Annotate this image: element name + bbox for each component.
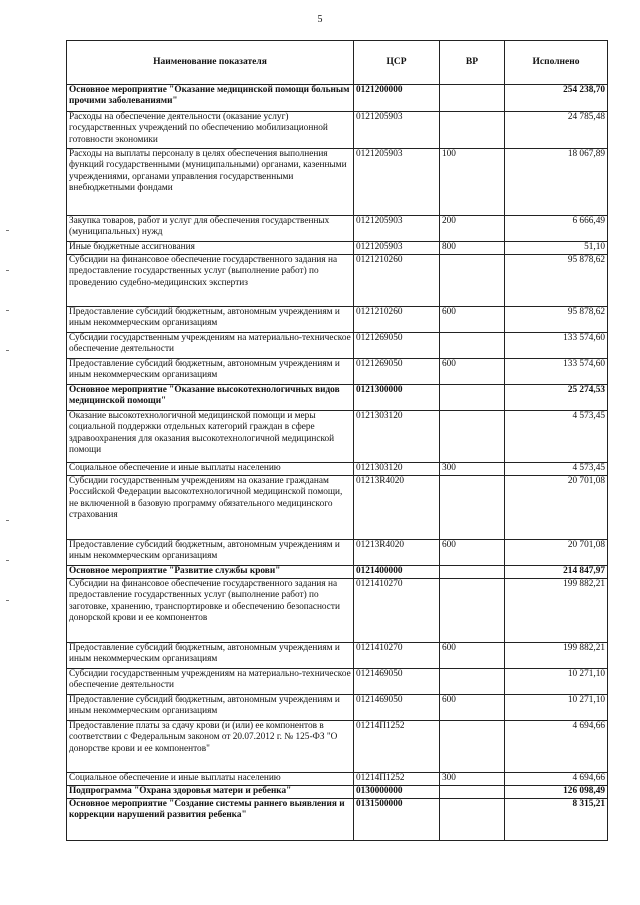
cell-vr (440, 255, 505, 307)
budget-execution-table (66, 40, 608, 841)
table-row (67, 799, 608, 841)
cell-name: Подпрограмма "Охрана здоровья матери и ребенка" (67, 786, 354, 799)
cell-csr: 01213R4020 (354, 476, 440, 540)
column-header-name: Наименование показателя (67, 41, 354, 85)
cell-name: Предоставление платы за сдачу крови (и (или) ее компонентов в соответствии с Федеральным законом от 20.07.2012 г. № 125-ФЗ "О донорстве крови и ее компонентов" (67, 721, 354, 773)
column-header-vr: ВР (440, 41, 505, 85)
table-row (67, 786, 608, 799)
cell-csr: 0121210260 (354, 255, 440, 307)
cell-vr (440, 411, 505, 463)
cell-vr (440, 333, 505, 359)
cell-name: Иные бюджетные ассигнования (67, 242, 354, 255)
table-row (67, 385, 608, 411)
cell-vr: 200 (440, 216, 505, 242)
page-number: 5 (317, 14, 323, 25)
cell-csr: 01214П1252 (354, 721, 440, 773)
cell-amount: 126 098,49 (505, 786, 608, 799)
table-row (67, 476, 608, 540)
table-row (67, 333, 608, 359)
cell-name: Основное мероприятие "Оказание высокотехнологичных видов медицинской помощи" (67, 385, 354, 411)
cell-amount: 133 574,60 (505, 359, 608, 385)
table-row (67, 85, 608, 112)
cell-name: Предоставление субсидий бюджетным, автономным учреждениям и иным некоммерческим организациям (67, 307, 354, 333)
column-header-amount: Исполнено (505, 41, 608, 85)
cell-amount: 214 847,97 (505, 566, 608, 579)
cell-vr: 300 (440, 463, 505, 476)
cell-amount: 8 315,21 (505, 799, 608, 841)
cell-csr: 0121410270 (354, 579, 440, 643)
cell-csr: 0121200000 (354, 85, 440, 112)
cell-vr (440, 721, 505, 773)
cell-amount: 4 694,66 (505, 773, 608, 786)
column-header-csr: ЦСР (354, 41, 440, 85)
cell-amount: 199 882,21 (505, 643, 608, 669)
cell-vr (440, 476, 505, 540)
cell-csr: 0121400000 (354, 566, 440, 579)
cell-amount: 51,10 (505, 242, 608, 255)
cell-csr: 0121210260 (354, 307, 440, 333)
cell-csr: 0121269050 (354, 333, 440, 359)
cell-csr: 0121205903 (354, 149, 440, 216)
table-row (67, 112, 608, 149)
table-row (67, 307, 608, 333)
binding-mark (6, 310, 9, 311)
cell-amount: 20 701,08 (505, 476, 608, 540)
cell-name: Основное мероприятие "Развитие службы крови" (67, 566, 354, 579)
cell-csr: 0121303120 (354, 411, 440, 463)
table-row (67, 411, 608, 463)
table-row (67, 579, 608, 643)
cell-amount: 95 878,62 (505, 255, 608, 307)
cell-name: Основное мероприятие "Создание системы раннего выявления и коррекции нарушений развития ребенка" (67, 799, 354, 841)
cell-csr: 0131500000 (354, 799, 440, 841)
cell-csr: 01213R4020 (354, 540, 440, 566)
table-row (67, 566, 608, 579)
cell-csr: 0121205903 (354, 216, 440, 242)
cell-csr: 0121303120 (354, 463, 440, 476)
cell-name: Субсидии государственным учреждениям на материально-техническое обеспечение деятельности (67, 669, 354, 695)
cell-vr (440, 669, 505, 695)
binding-mark (6, 350, 9, 351)
cell-name: Расходы на обеспечение деятельности (оказание услуг) государственных учреждений по обеспечению мобилизационной готовности экономики (67, 112, 354, 149)
cell-csr: 0130000000 (354, 786, 440, 799)
cell-name: Субсидии государственным учреждениям на материально-техническое обеспечение деятельности (67, 333, 354, 359)
cell-vr (440, 799, 505, 841)
cell-vr: 100 (440, 149, 505, 216)
cell-csr: 0121469050 (354, 695, 440, 721)
table-row (67, 540, 608, 566)
table-row (67, 149, 608, 216)
table-row (67, 216, 608, 242)
cell-vr (440, 579, 505, 643)
cell-amount: 10 271,10 (505, 695, 608, 721)
cell-csr: 01214П1252 (354, 773, 440, 786)
cell-vr: 600 (440, 307, 505, 333)
cell-vr: 600 (440, 359, 505, 385)
cell-name: Предоставление субсидий бюджетным, автономным учреждениям и иным некоммерческим организациям (67, 695, 354, 721)
cell-name: Социальное обеспечение и иные выплаты населению (67, 463, 354, 476)
cell-amount: 95 878,62 (505, 307, 608, 333)
cell-amount: 18 067,89 (505, 149, 608, 216)
cell-amount: 24 785,48 (505, 112, 608, 149)
cell-vr (440, 786, 505, 799)
cell-name: Оказание высокотехнологичной медицинской помощи и меры социальной поддержки отдельных категорий граждан в сфере здравоохранения для оказания высокотехнологичной медицинской помощи (67, 411, 354, 463)
cell-amount: 10 271,10 (505, 669, 608, 695)
cell-amount: 4 694,66 (505, 721, 608, 773)
cell-csr: 0121469050 (354, 669, 440, 695)
cell-name: Предоставление субсидий бюджетным, автономным учреждениям и иным некоммерческим организациям (67, 540, 354, 566)
cell-vr (440, 385, 505, 411)
table-row (67, 695, 608, 721)
table-row (67, 242, 608, 255)
table-row (67, 255, 608, 307)
cell-vr: 600 (440, 643, 505, 669)
table-row (67, 773, 608, 786)
cell-amount: 4 573,45 (505, 463, 608, 476)
binding-mark (6, 600, 9, 601)
table-row (67, 463, 608, 476)
cell-name: Субсидии государственным учреждениям на оказание гражданам Российской Федерации высокотехнологичной медицинской помощи, не включенной в базовую программу обязательного медицинского страхования (67, 476, 354, 540)
cell-csr: 0121269050 (354, 359, 440, 385)
cell-amount: 20 701,08 (505, 540, 608, 566)
binding-mark (6, 560, 9, 561)
table-row (67, 721, 608, 773)
cell-amount: 254 238,70 (505, 85, 608, 112)
cell-vr: 800 (440, 242, 505, 255)
table-row (67, 359, 608, 385)
cell-csr: 0121410270 (354, 643, 440, 669)
cell-name: Субсидии на финансовое обеспечение государственного задания на предоставление государственных услуг (выполнение работ) по проведению судебно-медицинских экспертиз (67, 255, 354, 307)
table-header-row (67, 41, 608, 85)
cell-vr (440, 566, 505, 579)
cell-name: Предоставление субсидий бюджетным, автономным учреждениям и иным некоммерческим организациям (67, 359, 354, 385)
table-body (67, 85, 608, 841)
cell-csr: 0121205903 (354, 242, 440, 255)
binding-mark (6, 230, 9, 231)
table-row (67, 643, 608, 669)
binding-mark (6, 520, 9, 521)
cell-csr: 0121205903 (354, 112, 440, 149)
cell-vr: 600 (440, 540, 505, 566)
cell-vr (440, 112, 505, 149)
cell-name: Расходы на выплаты персоналу в целях обеспечения выполнения функций государственными (муниципальными) органами, казенными учреждениями, органами управления государственными внебюджетными фондами (67, 149, 354, 216)
cell-amount: 25 274,53 (505, 385, 608, 411)
cell-amount: 199 882,21 (505, 579, 608, 643)
cell-name: Основное мероприятие "Оказание медицинской помощи больным прочими заболеваниями" (67, 85, 354, 112)
cell-vr (440, 85, 505, 112)
cell-amount: 6 666,49 (505, 216, 608, 242)
cell-name: Закупка товаров, работ и услуг для обеспечения государственных (муниципальных) нужд (67, 216, 354, 242)
cell-name: Предоставление субсидий бюджетным, автономным учреждениям и иным некоммерческим организациям (67, 643, 354, 669)
cell-name: Социальное обеспечение и иные выплаты населению (67, 773, 354, 786)
table-row (67, 669, 608, 695)
binding-mark (6, 270, 9, 271)
cell-amount: 133 574,60 (505, 333, 608, 359)
cell-name: Субсидии на финансовое обеспечение государственного задания на предоставление государственных услуг (выполнение работ) по заготовке, хранению, транспортировке и обеспечению безопасности донорской крови и ее компонентов (67, 579, 354, 643)
cell-vr: 600 (440, 695, 505, 721)
cell-amount: 4 573,45 (505, 411, 608, 463)
cell-vr: 300 (440, 773, 505, 786)
cell-csr: 0121300000 (354, 385, 440, 411)
